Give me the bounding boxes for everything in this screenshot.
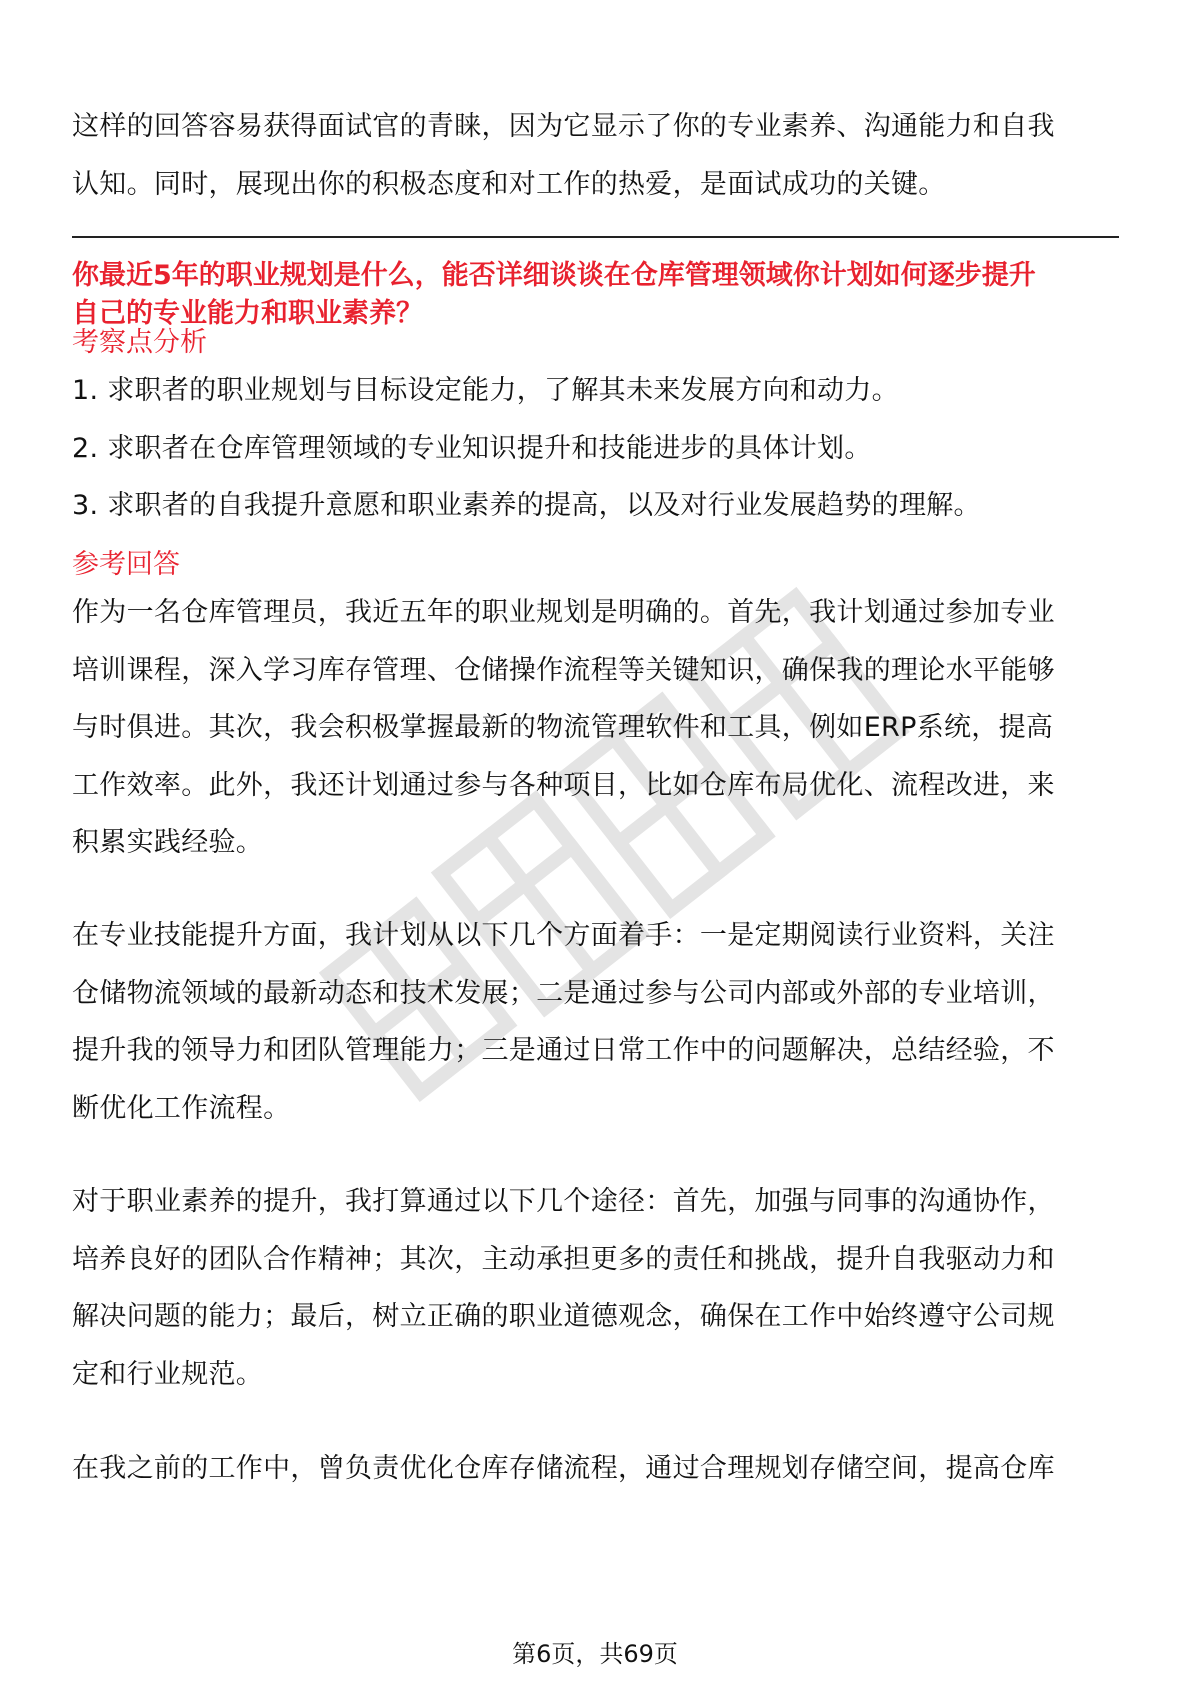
answer-line: 作为一名仓库管理员，我近五年的职业规划是明确的。首先，我计划通过参加专业 (72, 597, 1055, 628)
answer-line: 仓储物流领域的最新动态和技术发展；二是通过参与公司内部或外部的专业培训， (72, 977, 1055, 1009)
answer-paragraph (72, 907, 1112, 1137)
answer-paragraph (72, 1440, 1112, 1498)
answer-line: 提升我的领导力和团队管理能力；三是通过日常工作中的问题解决，总结经验，不 (72, 1035, 1055, 1066)
answer-line: 工作效率。此外，我还计划通过参与各种项目，比如仓库布局优化、流程改进，来 (72, 769, 1055, 801)
answer-paragraph (72, 584, 1112, 872)
question-line: 自己的专业能力和职业素养？ (72, 298, 423, 329)
analysis-list (72, 362, 1112, 535)
question-heading (72, 257, 1112, 333)
answer-line: 解决问题的能力；最后，树立正确的职业道德观念，确保在工作中始终遵守公司规 (72, 1301, 1055, 1332)
document-page (72, 0, 1112, 213)
intro-line: 这样的回答容易获得面试官的青睐，因为它显示了你的专业素养、沟通能力和自我 (72, 111, 1055, 142)
answer-line: 与时俱进。其次，我会积极掌握最新的物流管理软件和工具，例如ERP系统，提高 (72, 712, 1054, 743)
list-item: 1. 求职者的职业规划与目标设定能力，了解其未来发展方向和动力。 (72, 375, 899, 406)
answer-line: 积累实践经验。 (72, 827, 264, 858)
list-item: 3. 求职者的自我提升意愿和职业素养的提高，以及对行业发展趋势的理解。 (72, 490, 981, 521)
answer-line: 培养良好的团队合作精神；其次，主动承担更多的责任和挑战，提升自我驱动力和 (72, 1243, 1055, 1275)
section-divider (72, 236, 1119, 238)
answer-line: 在我之前的工作中，曾负责优化仓库存储流程，通过合理规划存储空间，提高仓库 (72, 1453, 1055, 1484)
question-line: 你最近5年的职业规划是什么，能否详细谈谈在仓库管理领域你计划如何逐步提升 (72, 260, 1036, 291)
answer-paragraph (72, 1173, 1112, 1403)
list-item: 2. 求职者在仓库管理领域的专业知识提升和技能进步的具体计划。 (72, 432, 872, 464)
answer-line: 对于职业素养的提升，我打算通过以下几个途径：首先，加强与同事的沟通协作， (72, 1186, 1055, 1217)
answer-line: 培训课程，深入学习库存管理、仓储操作流程等关键知识，确保我的理论水平能够 (72, 654, 1055, 686)
answer-title: 参考回答 (72, 549, 180, 580)
intro-paragraph (72, 98, 1112, 213)
answer-line: 在专业技能提升方面，我计划从以下几个方面着手：一是定期阅读行业资料，关注 (72, 920, 1055, 951)
intro-line: 认知。同时，展现出你的积极态度和对工作的热爱，是面试成功的关键。 (72, 168, 946, 200)
analysis-title: 考察点分析 (72, 327, 207, 358)
answer-line: 断优化工作流程。 (72, 1092, 291, 1124)
page-number: 第6页，共69页 (512, 1640, 678, 1668)
answer-line: 定和行业规范。 (72, 1358, 264, 1390)
